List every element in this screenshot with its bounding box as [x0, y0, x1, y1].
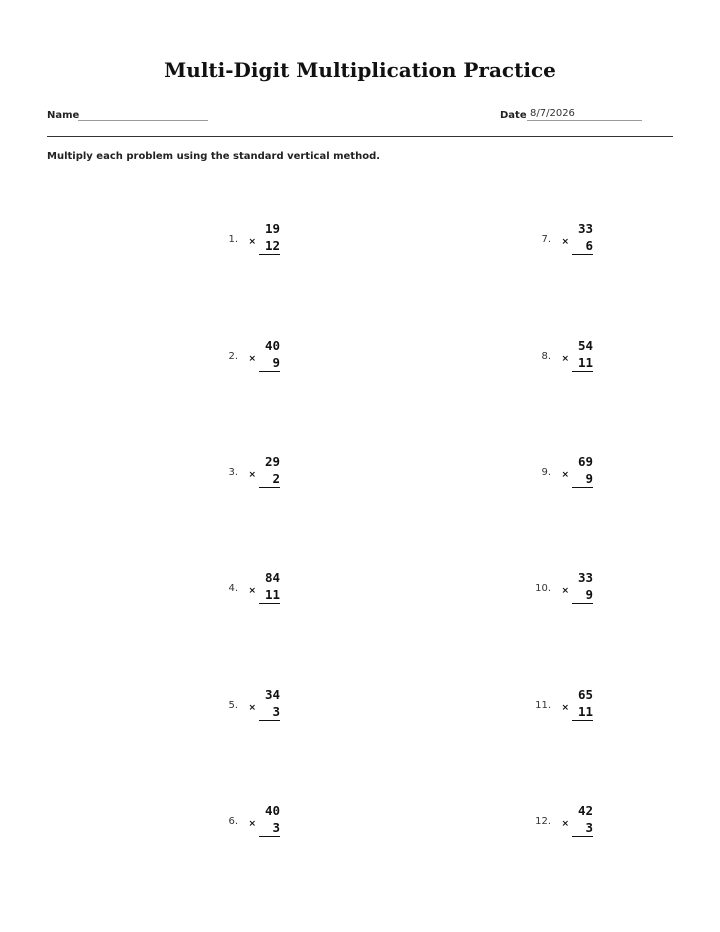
multiplier: 11	[577, 355, 593, 370]
problem-9	[511, 454, 631, 494]
problem-number: 1.	[228, 234, 238, 245]
problem-number: 5.	[228, 700, 238, 711]
multiplicand: 40	[264, 803, 280, 818]
instructions: Multiply each problem using the standard vertical method.	[47, 151, 381, 162]
times-sign: ×	[561, 354, 569, 364]
multiplier: 12	[264, 238, 280, 253]
multiplier: 6	[585, 238, 593, 253]
times-sign: ×	[248, 237, 256, 247]
multiplier-underline	[572, 468, 593, 488]
name-label: Name	[47, 110, 80, 121]
multiplier: 3	[585, 820, 593, 835]
problem-1	[198, 221, 318, 261]
times-sign: ×	[561, 237, 569, 247]
date-value: 8/7/2026	[530, 108, 575, 119]
problem-7	[511, 221, 631, 261]
multiplicand: 65	[577, 687, 593, 702]
multiplier: 9	[272, 355, 280, 370]
multiplier: 11	[264, 587, 280, 602]
problem-11	[511, 687, 631, 727]
times-sign: ×	[248, 703, 256, 713]
date-line[interactable]	[527, 120, 642, 121]
multiplier-underline	[259, 468, 280, 488]
multiplicand: 19	[264, 221, 280, 236]
multiplier: 9	[585, 471, 593, 486]
problem-3	[198, 454, 318, 494]
times-sign: ×	[561, 586, 569, 596]
multiplier: 9	[585, 587, 593, 602]
multiplier-underline	[259, 352, 280, 372]
multiplier: 2	[272, 471, 280, 486]
worksheet-title: Multi-Digit Multiplication Practice	[164, 58, 556, 82]
problem-number: 11.	[535, 700, 551, 711]
problem-2	[198, 338, 318, 378]
multiplicand: 40	[264, 338, 280, 353]
multiplicand: 34	[264, 687, 280, 702]
multiplier: 11	[577, 704, 593, 719]
problem-number: 9.	[541, 467, 551, 478]
times-sign: ×	[561, 819, 569, 829]
problem-10	[511, 570, 631, 610]
problem-number: 8.	[541, 351, 551, 362]
times-sign: ×	[561, 703, 569, 713]
problem-number: 3.	[228, 467, 238, 478]
multiplicand: 33	[577, 221, 593, 236]
problem-number: 6.	[228, 816, 238, 827]
multiplier: 3	[272, 820, 280, 835]
times-sign: ×	[248, 586, 256, 596]
multiplicand: 84	[264, 570, 280, 585]
multiplier-underline	[572, 235, 593, 255]
multiplier-underline	[259, 701, 280, 721]
multiplier-underline	[572, 584, 593, 604]
problem-number: 12.	[535, 816, 551, 827]
header-divider	[47, 136, 673, 137]
name-line[interactable]	[78, 120, 208, 121]
multiplicand: 69	[577, 454, 593, 469]
multiplicand: 29	[264, 454, 280, 469]
multiplier-underline	[259, 584, 280, 604]
problem-6	[198, 803, 318, 843]
times-sign: ×	[248, 354, 256, 364]
problem-4	[198, 570, 318, 610]
multiplicand: 42	[577, 803, 593, 818]
problem-number: 4.	[228, 583, 238, 594]
multiplier-underline	[572, 701, 593, 721]
times-sign: ×	[248, 470, 256, 480]
problem-number: 2.	[228, 351, 238, 362]
multiplier: 3	[272, 704, 280, 719]
multiplicand: 54	[577, 338, 593, 353]
times-sign: ×	[561, 470, 569, 480]
multiplicand: 33	[577, 570, 593, 585]
multiplier-underline	[572, 352, 593, 372]
problem-number: 7.	[541, 234, 551, 245]
date-label: Date	[500, 110, 527, 121]
problem-number: 10.	[535, 583, 551, 594]
problem-12	[511, 803, 631, 843]
multiplier-underline	[259, 235, 280, 255]
problem-5	[198, 687, 318, 727]
times-sign: ×	[248, 819, 256, 829]
multiplier-underline	[572, 817, 593, 837]
problem-8	[511, 338, 631, 378]
multiplier-underline	[259, 817, 280, 837]
